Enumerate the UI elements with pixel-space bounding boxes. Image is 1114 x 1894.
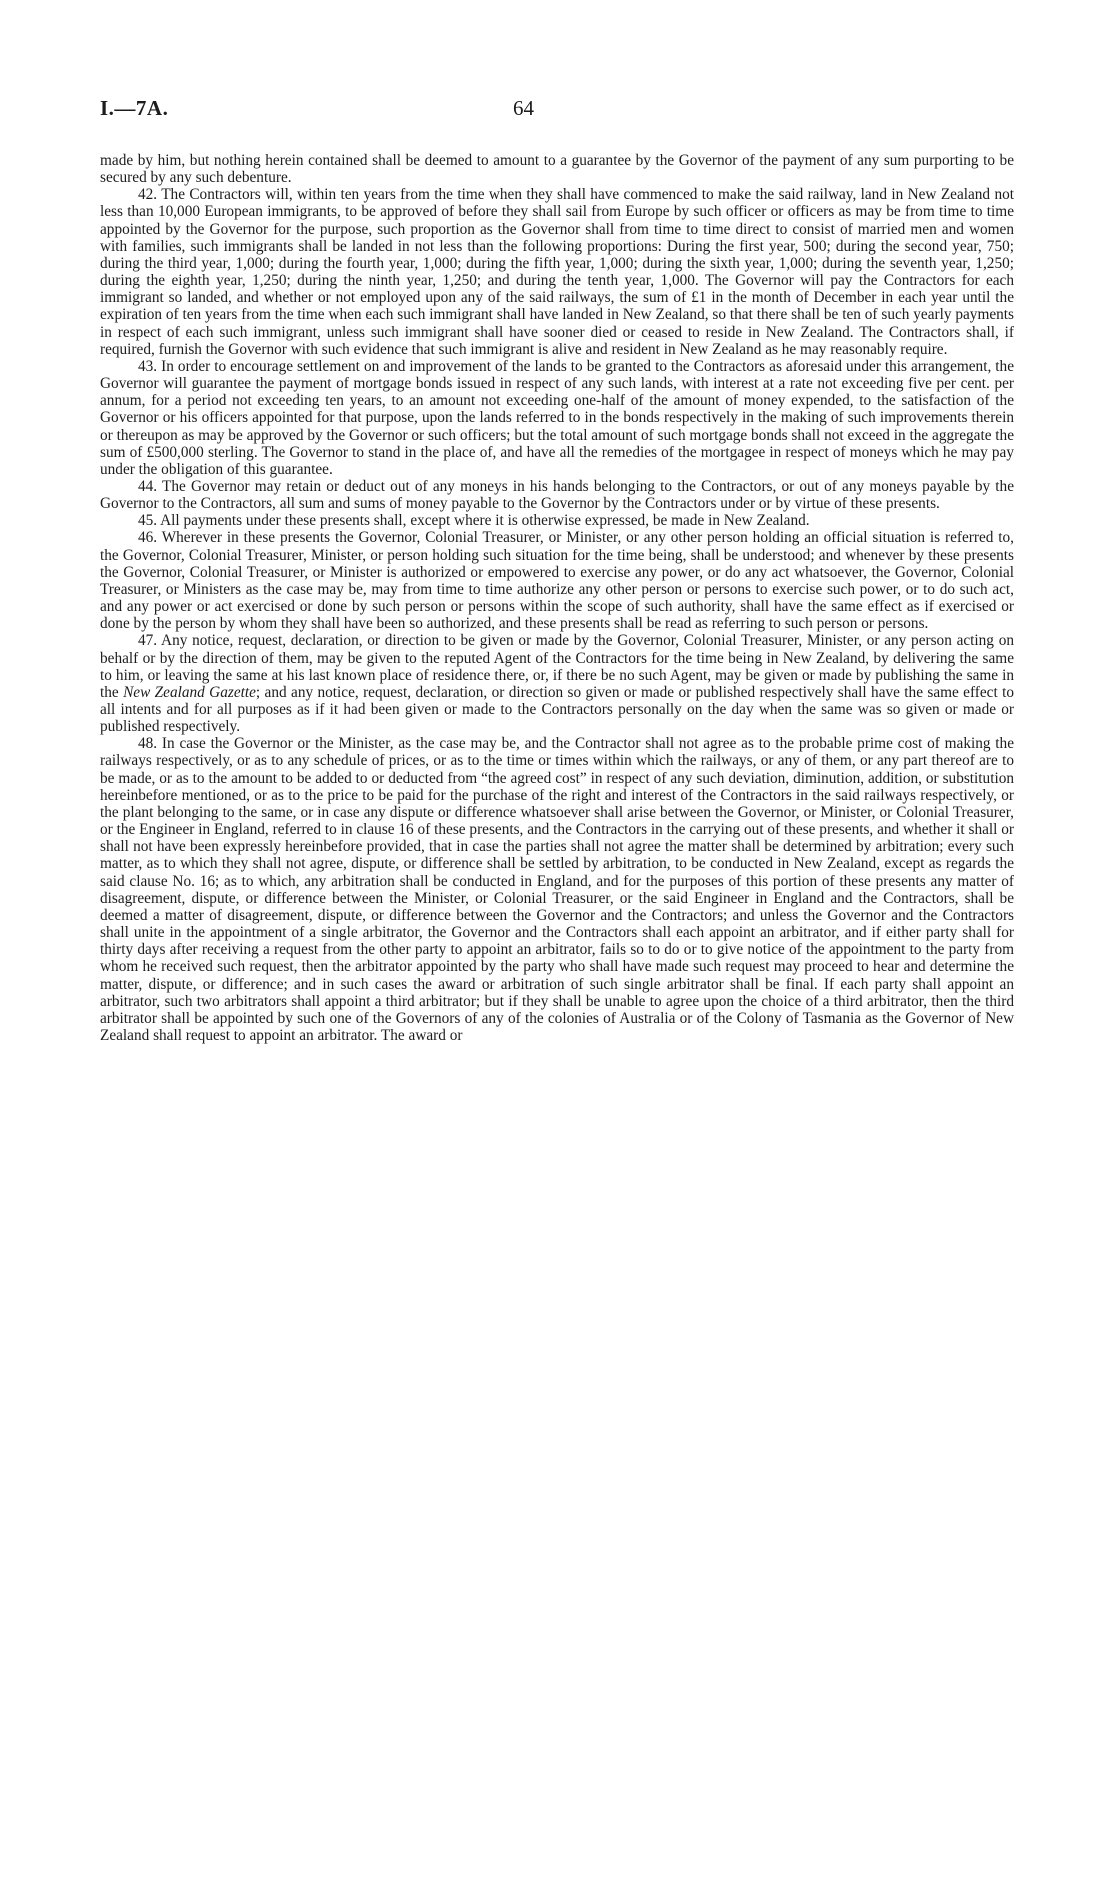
body-text <box>100 152 1014 1044</box>
clause-48: 48. In case the Governor or the Minister, as the case may be, and the Contractor shall not agree as to the probable prime cost of making the railways respectively, or as to any schedule of prices, or as to the time or times within which the railways, or any of them, or any part thereof are to be made, or as to the amount to be added to or deducted from “the agreed cost” in respect of any such deviation, diminution, addition, or substitution hereinbefore mentioned, or as to the price to be paid for the purchase of the right and interest of the Contractors in the said railways respectively, or the plant belonging to the same, or in case any dispute or difference whatsoever shall arise between the Governor, or Minister, or Colonial Treasurer, or the Engineer in England, referred to in clause 16 of these presents, and the Contractors in the carrying out of these presents, and whether it shall or shall not have been expressly hereinbefore provided, that in case the parties shall not agree the matter shall be determined by arbitration; every such matter, as to which they shall not agree, dispute, or difference shall be settled by arbitration, to be conducted in New Zealand, except as regards the said clause No. 16; as to which, any arbitration shall be conducted in England, and for the purposes of this portion of these presents any matter of disagreement, dispute, or difference between the Minister, or Colonial Treasurer, or the said Engineer in England and the Contractors, shall be deemed a matter of disagreement, dispute, or difference between the Governor and the Contractors; and unless the Governor and the Contractors shall unite in the appointment of a single arbitrator, the Governor and the Contractors shall each appoint an arbitrator, and if either party shall for thirty days after receiving a request from the other party to appoint an arbitrator, fails so to do or to give notice of the appointment to the party from whom he received such request, then the arbitrator appointed by the party who shall have made such request may proceed to hear and determine the matter, dispute, or difference; and in such cases the award or arbitration of such single arbitrator shall be final. If each party shall appoint an arbitrator, such two arbitrators shall appoint a third arbitrator; but if they shall be unable to agree upon the choice of a third arbitrator, then the third arbitrator shall be appointed by such one of the Governors of any of the colonies of Australia or of the Colony of Tasmania as the Governor of New Zealand shall request to appoint an arbitrator. The award or <box>100 735 1014 1044</box>
clause-43: 43. In order to encourage settlement on and improvement of the lands to be granted to the Contractors as aforesaid under this arrangement, the Governor will guarantee the payment of mortgage bonds issued in respect of any such lands, with interest at a rate not exceeding five per cent. per annum, for a period not exceeding ten years, to an amount not exceeding one-half of the amount of money expended, to the satisfaction of the Governor or his officers appointed for that purpose, upon the lands referred to in the bonds respectively in the making of such improvements therein or thereupon as may be approved by the Governor or such officers; but the total amount of such mortgage bonds shall not exceed in the aggregate the sum of £500,000 sterling. The Governor to stand in the place of, and have all the remedies of the mortgagee in respect of moneys which he may pay under the obligation of this guarantee. <box>100 357 1014 478</box>
clause-47-text-after: ; and any notice, request, declaration, or direction so given or made or published respectively shall have the same effect to all intents and for all purposes as if it had been given or made to the Contractors personally on the day when the same was so given or made or published respectively. <box>100 683 1014 736</box>
page-header <box>100 96 1014 136</box>
clause-44: 44. The Governor may retain or deduct out of any moneys in his hands belonging to the Contractors, or out of any moneys payable by the Governor to the Contractors, all sum and sums of money payable to the Governor by the Contractors under or by virtue of these presents. <box>100 477 1014 513</box>
gazette-title: New Zealand Gazette <box>123 683 256 701</box>
document-reference: I.—7A. <box>100 96 169 120</box>
clause-45: 45. All payments under these presents shall, except where it is otherwise expressed, be made in New Zealand. <box>138 512 810 530</box>
page-number: 64 <box>513 96 534 120</box>
clause-42: 42. The Contractors will, within ten years from the time when they shall have commenced to make the said railway, land in New Zealand not less than 10,000 European immigrants, to be approved of before they shall sail from Europe by such officer or officers as may be from time to time appointed by the Governor for the purpose, such proportion as the Governor shall from time to time direct to consist of married men and women with families, such immigrants shall be landed in not less than the following proportions: During the first year, 500; during the second year, 750; during the third year, 1,000; during the fourth year, 1,000; during the fifth year, 1,000; during the sixth year, 1,000; during the seventh year, 1,250; during the eighth year, 1,250; during the ninth year, 1,250; and during the tenth year, 1,000. The Governor will pay the Contractors for each immigrant so landed, and whether or not employed upon any of the said railways, the sum of £1 in the month of December in each year until the expiration of ten years from the time when each such immigrant shall have landed in New Zealand, so that there shall be ten of such yearly payments in respect of each such immigrant, unless such immigrant shall have sooner died or ceased to reside in New Zealand. The Contractors shall, if required, furnish the Governor with such evidence that such immigrant is alive and resident in New Zealand as he may reasonably require. <box>100 186 1014 358</box>
paragraph-continuation: made by him, but nothing herein contained shall be deemed to amount to a guarantee by the Governor of the payment of any sum purporting to be secured by any such debenture. <box>100 152 1014 187</box>
clause-46: 46. Wherever in these presents the Governor, Colonial Treasurer, or Minister, or any other person holding an official situation is referred to, the Governor, Colonial Treasurer, Minister, or person holding such situation for the time being, shall be understood; and whenever by these presents the Governor, Colonial Treasurer, or Minister is authorized or empowered to exercise any power, or do any act whatsoever, the Governor, Colonial Treasurer, or Ministers as the case may be, may from time to time authorize any other person or persons to exercise such power, or to do such act, and any power or act exercised or done by such person or persons within the scope of such authority, shall have the same effect as if exercised or done by the person by whom they shall have been so authorized, and these presents shall be read as referring to such person or persons. <box>100 529 1014 633</box>
clause-47 <box>100 632 1014 735</box>
clause-47-text-before: 47. Any notice, request, declaration, or direction to be given or made by the Governor, Colonial Treasurer, Minister, or any person acting on behalf or by the direction of them, may be given to the reputed Agent of the Contractors for the time being in New Zealand, by delivering the same to him, or leaving the same at his last known place of residence there, or, if there be no such Agent, may be given or made by publishing the same in the <box>100 632 1014 701</box>
